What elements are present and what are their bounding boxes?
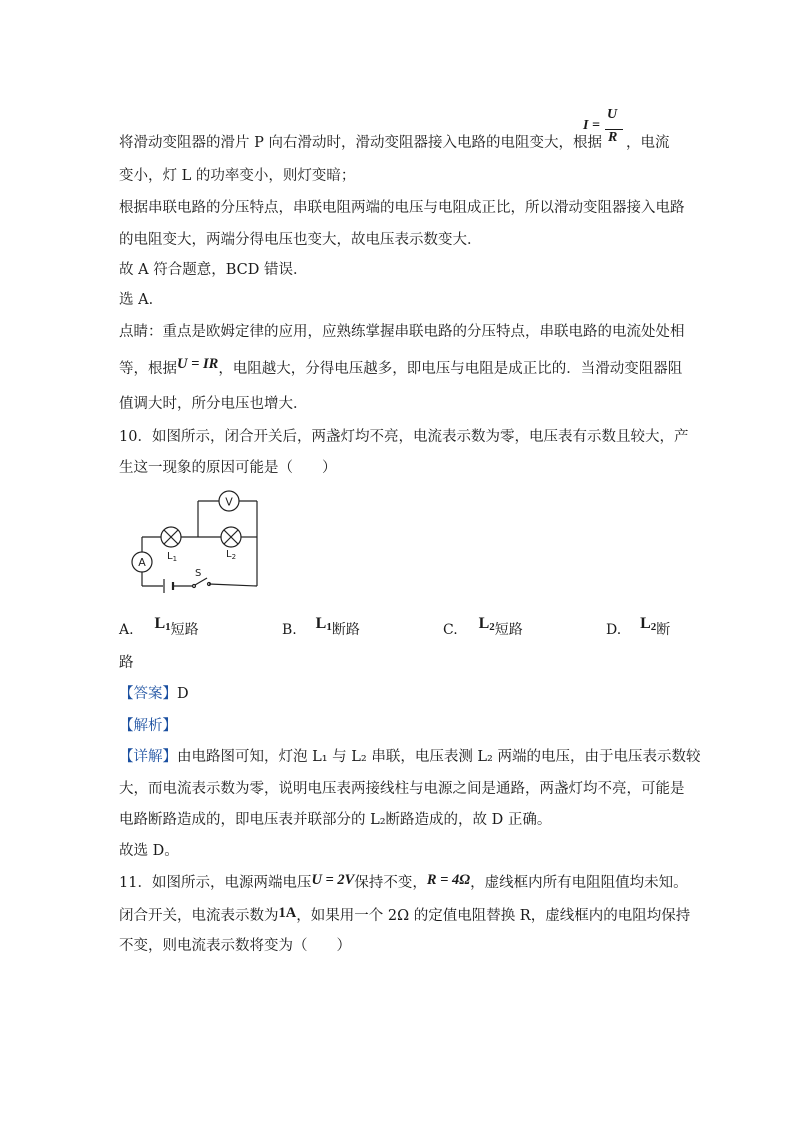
tip-line2	[119, 356, 683, 379]
lamp2-label: $L_2$	[226, 549, 237, 561]
q10-line1: 10．如图所示，闭合开关后，两盏灯均不亮，电流表示数为零，电压表有示数且较大，产	[119, 429, 689, 445]
ammeter-label: A	[138, 556, 146, 569]
final-answer: 故选 D。	[119, 843, 179, 859]
option-c-letter: C.	[443, 622, 458, 638]
tip-line3: 值调大时，所分电压也增大．	[119, 396, 308, 412]
q11-formula-i: 1A	[278, 905, 297, 921]
tip-line2-end: ，电阻越大，分得电压越多，即电压与电阻是成正比的．当滑动变阻器阻	[218, 361, 683, 377]
detail-line3: 电路断路造成的，即电压表并联部分的 L₂断路造成的，故 D 正确。	[119, 812, 552, 828]
q11-formula-u: U = 2V	[311, 872, 355, 888]
detail-label: 【详解】	[119, 749, 177, 765]
q11-text-c: ，虚线框内所有电阻阻值均未知。	[470, 875, 688, 891]
option-d-letter: D.	[606, 622, 622, 638]
option-c-text: 短路	[494, 622, 523, 638]
lamp1-symbol	[161, 527, 181, 547]
option-a-symbol: L	[154, 615, 166, 632]
battery-symbol	[164, 579, 173, 593]
option-b[interactable]	[282, 615, 360, 641]
option-c-symbol: L	[478, 615, 490, 632]
choose-line: 选 A．	[119, 292, 164, 308]
formula-denominator: R	[608, 130, 618, 145]
option-b-sub: 1	[326, 621, 332, 633]
q11-formula-r: R = 4Ω	[426, 872, 471, 888]
answer-line	[119, 684, 189, 704]
option-d-text: 断	[656, 622, 671, 638]
q11-text-e: ，如果用一个 2Ω 的定值电阻替换 R，虚线框内的电阻均保持	[296, 908, 691, 924]
para2-line1: 根据串联电路的分压特点，串联电阻两端的电压与电阻成正比，所以滑动变阻器接入电路	[119, 200, 685, 216]
q11-line2	[119, 906, 690, 926]
para1-line1: 将滑动变阻器的滑片 P 向右滑动时，滑动变阻器接入电路的电阻变大，根据	[119, 135, 602, 151]
tip-line1: 点睛：重点是欧姆定律的应用，应熟练掌握串联电路的分压特点，串联电路的电流处处相	[119, 324, 685, 340]
q11-text-b: 保持不变，	[354, 875, 427, 891]
option-d-symbol: L	[640, 615, 651, 632]
conclusion-line: 故 A 符合题意，BCD 错误．	[119, 262, 308, 278]
para2-line2: 的电阻变大，两端分得电压也变大，故电压表示数变大．	[119, 232, 482, 248]
formula-numerator: U	[607, 107, 618, 122]
option-a-letter: A.	[119, 622, 134, 638]
analysis-label: 【解析】	[119, 718, 177, 734]
detail-line2: 大，而电流表示数为零，说明电压表两接线柱与电源之间是通路，两盏灯均不亮，可能是	[119, 781, 685, 797]
para1-line2: 变小，灯 L 的功率变小，则灯变暗；	[119, 168, 356, 184]
option-b-letter: B.	[282, 622, 297, 638]
option-c[interactable]	[443, 615, 523, 641]
circuit-diagram	[125, 485, 265, 595]
tip-formula: U = IR	[177, 356, 219, 372]
q11-text-a: 11．如图所示，电源两端电压	[119, 875, 312, 891]
option-b-symbol: L	[315, 615, 327, 632]
lamp2-symbol	[221, 527, 241, 547]
option-b-text: 断路	[331, 622, 360, 638]
switch-symbol	[193, 578, 211, 588]
voltmeter-label: V	[225, 495, 233, 509]
option-c-sub: 2	[489, 621, 495, 633]
option-a[interactable]	[119, 615, 199, 641]
q11-text-d: 闭合开关，电流表示数为	[119, 908, 279, 924]
option-d[interactable]	[606, 615, 671, 641]
detail-line1	[119, 747, 700, 767]
tip-line2-start: 等，根据	[119, 361, 177, 377]
answer-label: 【答案】	[119, 686, 177, 702]
q11-line1	[119, 873, 688, 893]
q11-line3: 不变，则电流表示数将变为（ ）	[119, 938, 351, 954]
option-a-sub: 1	[165, 621, 171, 633]
answer-value: D	[177, 686, 189, 702]
detail-text1: 由电路图可知，灯泡 L₁ 与 L₂ 串联，电压表测 L₂ 两端的电压，由于电压表示数较	[177, 749, 701, 765]
q10-line2: 生这一现象的原因可能是（ ）	[119, 460, 337, 476]
option-d-sub: 2	[650, 621, 657, 633]
lamp1-label: $L_1$	[167, 551, 178, 563]
option-d-wrap: 路	[119, 655, 134, 671]
formula-I: I =	[583, 118, 600, 133]
para1-line1-end: ，电流	[626, 135, 670, 151]
switch-label: S	[195, 568, 202, 579]
option-a-text: 短路	[170, 622, 199, 638]
